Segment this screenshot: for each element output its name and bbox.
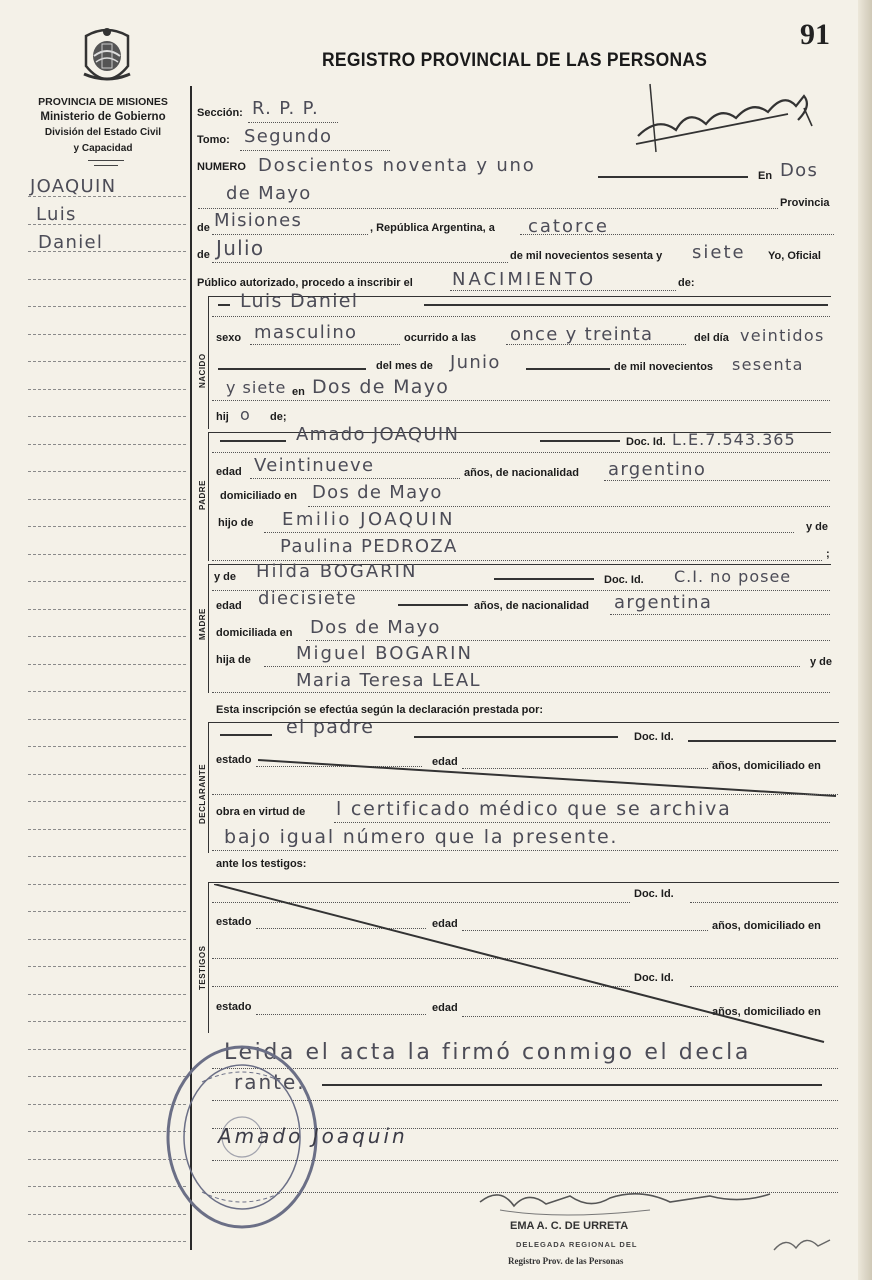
padre-domicilio-label: domiciliado en (220, 490, 298, 502)
testigos-section-label: TESTIGOS (198, 945, 207, 990)
seccion-line (248, 122, 338, 123)
padre-domicilio-line (308, 506, 830, 507)
closing-line-2: rante. (234, 1070, 306, 1094)
sidebar-rule (28, 389, 186, 390)
sidebar-rule (28, 856, 186, 857)
testigo2-edad-label: edad (432, 1002, 458, 1014)
corner-signature (770, 1226, 840, 1260)
official-stamp-name: EMA A. C. DE URRETA (510, 1220, 629, 1232)
sidebar-rule (28, 279, 186, 280)
sidebar-first-name: Luis (36, 204, 77, 225)
en-label: En (758, 170, 773, 182)
provincial-crest-icon (80, 26, 134, 90)
agency-ministry: Ministerio de Gobierno (40, 111, 166, 123)
agency-rule-2 (94, 165, 118, 166)
nacido-section-label: NACIDO (198, 353, 207, 388)
madre-nac-value: argentina (614, 592, 713, 613)
madre-edad-value: diecisiete (258, 588, 357, 609)
padre-doc-value: L.E.7.543.365 (672, 430, 796, 449)
testigo1-edad-label: edad (432, 918, 458, 930)
agency-division: División del Estado Civil (44, 127, 162, 138)
numero-value: Doscientos noventa y uno (258, 155, 536, 176)
madre-hija-label: hija de (216, 654, 251, 666)
tomo-value: Segundo (244, 126, 333, 147)
madre-nac-line (610, 614, 830, 615)
sidebar-rule (28, 1241, 186, 1242)
declarante-dash-end (414, 736, 618, 738)
mes-value: Junio (450, 352, 501, 373)
madre-nac-label: años, de nacionalidad (474, 600, 589, 612)
declarante-doc-label: Doc. Id. (634, 731, 674, 743)
en-value: Dos (780, 160, 819, 181)
mes-dash (526, 368, 610, 370)
ocurrido-label: ocurrido a las (404, 332, 477, 344)
testigo2-estado-label: estado (216, 1001, 252, 1013)
madre-father: Miguel BOGARIN (296, 643, 473, 664)
declarante-edad-label: edad (432, 756, 458, 768)
declarante-estado-label: estado (216, 754, 252, 766)
testigo2-doc-label: Doc. Id. (634, 972, 674, 984)
obra-value-2: bajo igual número que la presente. (224, 826, 619, 848)
republica-label: , República Argentina, a (370, 222, 495, 234)
sidebar-rule (28, 774, 186, 775)
testigos-strike-line (214, 884, 838, 1044)
sidebar-rule (28, 746, 186, 747)
sidebar-rule (28, 306, 186, 307)
official-stamp-title: DELEGADA REGIONAL DEL (516, 1240, 638, 1249)
sidebar-rule (28, 664, 186, 665)
oficial-label: Yo, Oficial (768, 250, 821, 262)
padre-father-line (264, 532, 794, 533)
mil-label: de mil novecientos (614, 361, 714, 373)
top-signature (628, 78, 828, 158)
name-line (212, 316, 830, 317)
dia-dash (218, 368, 366, 370)
madre-edad-label: edad (216, 600, 242, 612)
sexo-line (250, 344, 400, 345)
sidebar-middle-name: Daniel (38, 232, 104, 253)
sidebar-rule (28, 636, 186, 637)
sidebar-rule (28, 581, 186, 582)
testigo2-anios-label: años, domiciliado en (712, 1006, 821, 1018)
official-signature (470, 1180, 790, 1220)
name-dash-end (424, 304, 828, 306)
place-line-2: de Mayo (226, 183, 312, 204)
declarant-signature: Amado Joaquin (218, 1124, 408, 1148)
nacido-name: Luis Daniel (240, 290, 359, 312)
sidebar-surname: JOAQUIN (30, 176, 117, 197)
padre-hijo-label: hijo de (218, 517, 254, 529)
agency-province: PROVINCIA DE MISIONES (38, 96, 168, 108)
publico-label: Público autorizado, procedo a inscribir el (197, 277, 413, 289)
sidebar-rule (28, 719, 186, 720)
padre-name-dash (220, 440, 286, 442)
sidebar-rule (28, 609, 186, 610)
padre-yde-label: y de (806, 521, 829, 533)
sidebar-rule (28, 416, 186, 417)
lugar-line (212, 400, 830, 401)
sidebar-rule (28, 224, 186, 225)
lugar-value: Dos de Mayo (312, 376, 450, 398)
hijo-label: hij (216, 411, 229, 423)
padre-doc-label: Doc. Id. (626, 436, 666, 448)
year-prefix-label: de mil novecientos sesenta y (510, 250, 663, 262)
del-mes-label: del mes de (376, 360, 433, 372)
act-line (450, 290, 676, 291)
anio-value-1: sesenta (732, 355, 804, 374)
sidebar-rule (28, 526, 186, 527)
sidebar-rule (28, 444, 186, 445)
padre-edad-line (250, 478, 460, 479)
official-stamp-registry: Registro Prov. de las Personas (508, 1256, 624, 1266)
padre-nac-value: argentino (608, 459, 707, 480)
dia-value: veintidos (740, 326, 825, 345)
declarante-section-label: DECLARANTE (198, 763, 207, 824)
hora-line (506, 344, 686, 345)
madre-edad-dash (398, 604, 468, 606)
obra-label: obra en virtud de (216, 806, 306, 818)
hora-value: once y treinta (510, 324, 654, 345)
padre-semicolon: ; (826, 548, 830, 560)
testigos-intro: ante los testigos: (216, 858, 307, 870)
madre-doc-value: C.I. no posee (674, 567, 792, 586)
hijo-de-label: de; (270, 411, 287, 423)
sidebar-rule (28, 801, 186, 802)
tomo-line (240, 150, 390, 151)
seccion-label: Sección: (197, 107, 243, 119)
testigo1-estado-label: estado (216, 916, 252, 928)
provincia-label: Provincia (780, 197, 830, 209)
day-value: catorce (528, 216, 609, 237)
declarante-intro: Esta inscripción se efectúa según la declaración prestada por: (216, 704, 544, 716)
sidebar-rule (28, 196, 186, 197)
month-line (212, 262, 508, 263)
sidebar-rule (28, 939, 186, 940)
padre-name: Amado JOAQUIN (296, 424, 460, 445)
padre-edad-value: Veintinueve (254, 455, 375, 476)
declarante-dash (220, 734, 272, 736)
page-number: 91 (800, 18, 830, 51)
obra-line-2 (212, 850, 838, 851)
year-value: siete (692, 242, 746, 263)
padre-section-label: PADRE (198, 480, 207, 510)
madre-mother: Maria Teresa LEAL (296, 670, 481, 691)
del-dia-label: del día (694, 332, 729, 344)
madre-doc-label: Doc. Id. (604, 574, 644, 586)
day-line (520, 234, 834, 235)
sidebar-rule (28, 251, 186, 252)
sidebar-rule (28, 361, 186, 362)
sidebar-rule (28, 911, 186, 912)
sexo-value: masculino (254, 322, 358, 343)
declarante-anios-label: años, domiciliado en (712, 760, 821, 772)
madre-domicilio-value: Dos de Mayo (310, 617, 441, 638)
obra-line-1 (334, 822, 830, 823)
sidebar-rule (28, 884, 186, 885)
agency-capacity: y Capacidad (73, 143, 133, 154)
declarante-doc-line (688, 740, 836, 742)
madre-yde-label: y de (214, 571, 237, 583)
numero-dash (598, 176, 748, 178)
obra-value-1: l certificado médico que se archiva (336, 798, 732, 820)
testigo1-doc-label: Doc. Id. (634, 888, 674, 900)
agency-rule (88, 160, 124, 161)
month-value: Julio (216, 236, 265, 260)
madre-father-line (264, 666, 800, 667)
sidebar-rule (28, 994, 186, 995)
act-de-label: de: (678, 277, 695, 289)
testigo1-anios-label: años, domiciliado en (712, 920, 821, 932)
page-edge (858, 0, 872, 1280)
declarante-blank-line (212, 794, 838, 795)
sidebar-rule (28, 499, 186, 500)
seccion-value: R. P. P. (252, 98, 319, 119)
act-value: NACIMIENTO (452, 269, 597, 290)
padre-name-dash-end (540, 440, 620, 442)
closing-line-1: Leida el acta la firmó conmigo el decla (224, 1040, 751, 1065)
madre-domicilio-line (306, 640, 830, 641)
madre-name: Hilda BOGARIN (256, 561, 418, 582)
declarante-strike-line (258, 756, 838, 802)
document-title: REGISTRO PROVINCIAL DE LAS PERSONAS (322, 50, 708, 71)
madre-mother-line (212, 692, 830, 693)
tomo-label: Tomo: (197, 134, 230, 146)
sidebar-rule (28, 334, 186, 335)
padre-domicilio-value: Dos de Mayo (312, 482, 443, 503)
name-dash-start (218, 304, 230, 306)
padre-nac-line (604, 480, 830, 481)
place-line (198, 208, 778, 209)
padre-nac-label: años, de nacionalidad (464, 467, 579, 479)
declarante-value: el padre (286, 716, 375, 738)
madre-section-label: MADRE (198, 608, 207, 640)
sidebar-rule (28, 966, 186, 967)
sidebar-rule (28, 471, 186, 472)
lugar-en-label: en (292, 386, 305, 398)
sidebar-rule (28, 1021, 186, 1022)
madre-domicilio-label: domiciliada en (216, 627, 293, 639)
province-line (212, 234, 368, 235)
hijo-value: o (240, 405, 251, 424)
padre-mother: Paulina PEDROZA (280, 536, 458, 557)
month-de-label: de (197, 249, 210, 261)
province-value: Misiones (214, 210, 303, 231)
padre-father: Emilio JOAQUIN (282, 509, 455, 530)
numero-label: NUMERO (197, 161, 246, 173)
anio-value-2: y siete (226, 378, 287, 397)
de-label: de (197, 222, 210, 234)
padre-edad-label: edad (216, 466, 242, 478)
madre-name-dash (494, 578, 594, 580)
sidebar-rule (28, 691, 186, 692)
madre-yde-label-2: y de (810, 656, 833, 668)
sidebar-rule (28, 554, 186, 555)
closing-dash (322, 1084, 822, 1086)
sidebar-rule (28, 829, 186, 830)
padre-name-line (212, 452, 830, 453)
sexo-label: sexo (216, 332, 242, 344)
